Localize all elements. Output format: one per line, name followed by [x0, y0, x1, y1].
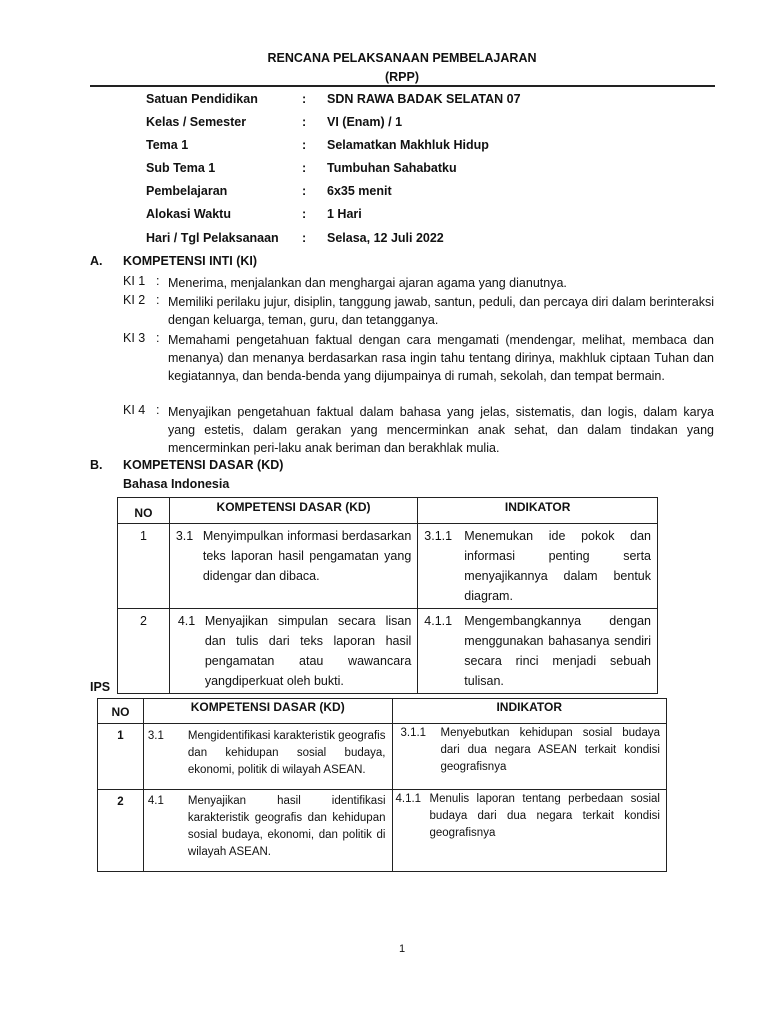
indikator-text: Mengembangkannya dengan menggunakan bahasanya sendiri secara rinci menjadi sebuah tulisan.: [464, 614, 651, 688]
identity-label: Satuan Pendidikan: [146, 92, 258, 106]
row-no: 2: [98, 790, 144, 872]
identity-colon: :: [302, 231, 307, 245]
table-row: [98, 724, 667, 790]
identity-value: SDN RAWA BADAK SELATAN 07: [327, 92, 521, 106]
identity-value: VI (Enam) / 1: [327, 115, 403, 129]
kd-text: Mengidentifikasi karakteristik geografis dan kehidupan sosial budaya, ekonomi, politik di wilayah ASEAN.: [187, 730, 386, 776]
kd-code: 4.1: [147, 795, 164, 807]
section-b-title: KOMPETENSI DASAR (KD): [123, 458, 284, 472]
row-no: 1: [98, 724, 144, 790]
indikator-cell: [418, 609, 658, 694]
identity-colon: :: [302, 161, 307, 175]
kd-cell: [143, 790, 392, 872]
ki-code: KI 1: [123, 274, 146, 288]
header-indikator: INDIKATOR: [392, 699, 667, 724]
ki-text: Memiliki perilaku jujur, disiplin, tanggung jawab, santun, peduli, dan percaya diri dalam berinteraksi dengan keluarga, teman, guru, dan tetangganya.: [168, 295, 714, 327]
kd-code: 3.1: [175, 529, 194, 543]
indikator-code: 3.1.1: [424, 529, 453, 543]
ki-text: Menerima, menjalankan dan menghargai ajaran agama yang dianutnya.: [168, 276, 567, 290]
indikator-cell: [392, 724, 667, 790]
ki-code: KI 3: [123, 331, 146, 345]
identity-colon: :: [302, 184, 307, 198]
row-no: 2: [118, 609, 170, 694]
kd-text: Menyajikan simpulan secara lisan dan tulis dari teks laporan hasil pengamatan atau wawancara yangdiperkuat oleh bukti.: [204, 614, 412, 688]
kd-text: Menyimpulkan informasi berdasarkan teks laporan hasil pengamatan yang didengar dan dibaca.: [202, 529, 412, 583]
ki-colon: :: [156, 293, 160, 307]
ki-text: Memahami pengetahuan faktual dengan cara mengamati (mendengar, melihat, membaca dan menanya) dan menanya berdasarkan rasa ingin tahu tentang dirinya, makhluk ciptaan Tuhan dan kegiatannya, dan benda-benda yang dijumpainya di rumah, sekolah, dan tempat bermain.: [168, 333, 714, 383]
table-row: [98, 790, 667, 872]
identity-label: Alokasi Waktu: [146, 207, 231, 221]
kd-cell: [169, 609, 417, 694]
document-subtitle: (RPP): [384, 70, 420, 84]
kd-code: 4.1: [177, 614, 196, 628]
table-header-row: [98, 699, 667, 724]
identity-value: Selamatkan Makhluk Hidup: [327, 138, 489, 152]
identity-colon: :: [302, 92, 307, 106]
ki-colon: :: [156, 403, 160, 417]
identity-label: Pembelajaran: [146, 184, 228, 198]
ki-colon: :: [156, 331, 160, 345]
section-a-letter: A.: [90, 254, 103, 268]
kd-cell: [169, 524, 417, 609]
indikator-code: 4.1.1: [424, 614, 453, 628]
indikator-text: Menulis laporan tentang perbedaan sosial budaya dari dua negara terkait kondisi geografisnya: [429, 793, 660, 839]
identity-colon: :: [302, 115, 307, 129]
identity-label: Sub Tema 1: [146, 161, 216, 175]
identity-colon: :: [302, 138, 307, 152]
indikator-code: 4.1.1: [395, 793, 422, 805]
header-indikator: INDIKATOR: [418, 498, 658, 524]
row-no: 1: [118, 524, 170, 609]
identity-value: 6x35 menit: [327, 184, 392, 198]
ki-code: KI 2: [123, 293, 146, 307]
document-title: RENCANA PELAKSANAAN PEMBELAJARAN: [267, 51, 537, 65]
table-row: [118, 524, 658, 609]
page-number: 1: [398, 943, 406, 955]
header-kd: KOMPETENSI DASAR (KD): [169, 498, 417, 524]
table-row: [118, 609, 658, 694]
ki-text: Menyajikan pengetahuan faktual dalam bahasa yang jelas, sistematis, dan logis, dalam karya yang estetis, dalam gerakan yang mencerminkan anak sehat, dan dalam tindakan yang mencerminkan peri-laku anak beriman dan berakhlak mulia.: [168, 405, 714, 455]
identity-colon: :: [302, 207, 307, 221]
indikator-code: 3.1.1: [400, 727, 427, 739]
indikator-text: Menemukan ide pokok dan informasi penting serta menyajikannya dalam bentuk diagram.: [464, 529, 651, 603]
identity-label: Kelas / Semester: [146, 115, 247, 129]
bahasa-indonesia-heading: Bahasa Indonesia: [123, 477, 230, 491]
ips-heading: IPS: [90, 680, 111, 694]
header-kd: KOMPETENSI DASAR (KD): [143, 699, 392, 724]
section-b-letter: B.: [90, 458, 103, 472]
table-header-row: [118, 498, 658, 524]
identity-value: 1 Hari: [327, 207, 362, 221]
identity-label: Tema 1: [146, 138, 189, 152]
indikator-cell: [392, 790, 667, 872]
header-no: NO: [118, 498, 170, 524]
bahasa-kd-table: [117, 497, 658, 694]
indikator-text: Menyebutkan kehidupan sosial budaya dari dua negara ASEAN terkait kondisi geografisnya: [440, 727, 660, 773]
indikator-cell: [418, 524, 658, 609]
ips-kd-table: [97, 698, 667, 872]
identity-value: Selasa, 12 Juli 2022: [327, 231, 444, 245]
section-a-title: KOMPETENSI INTI (KI): [123, 254, 258, 268]
identity-label: Hari / Tgl Pelaksanaan: [146, 231, 279, 245]
kd-text: Menyajikan hasil identifikasi karakteristik geografis dan kehidupan sosial budaya, ekonomi, dan politik di wilayah ASEAN.: [187, 795, 386, 858]
identity-value: Tumbuhan Sahabatku: [327, 161, 457, 175]
header-no: NO: [98, 699, 144, 724]
kd-cell: [143, 724, 392, 790]
header-divider: [90, 85, 715, 87]
ki-colon: :: [156, 274, 160, 288]
ki-code: KI 4: [123, 403, 146, 417]
kd-code: 3.1: [147, 730, 164, 742]
